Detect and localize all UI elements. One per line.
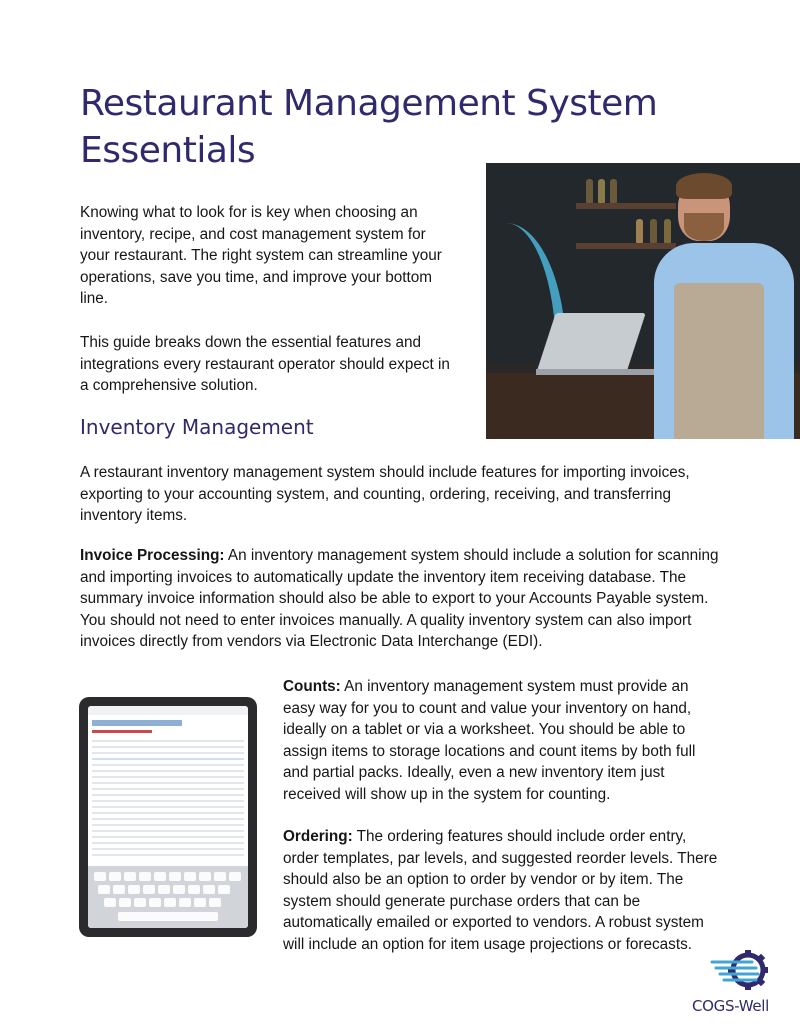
invoice-processing-paragraph	[80, 545, 730, 653]
tablet-keyboard	[88, 866, 248, 928]
tablet-inventory-count-image	[79, 697, 257, 937]
ordering-text: The ordering features should include order entry, order templates, par levels, and suggested reorder levels. There should also be an option to order by vendor or by item. The system should generate purchase orders that can be automatically emailed or exported to vendors. A robust system will include an option for item usage projections or forecasts.	[283, 828, 718, 953]
inventory-intro-paragraph: A restaurant inventory management system should include features for importing invoices, exporting to your accounting system, and counting, ordering, receiving, and transferring inventory items.	[80, 464, 690, 524]
page-title: Restaurant Management System Essentials	[80, 83, 658, 171]
counts-text: An inventory management system must provide an easy way for you to count and value your inventory on hand, ideally on a tablet or via a worksheet. You should be able to assign items to storage locations and count items by both full and partial packs. Ideally, even a new inventory item just received will show up in the system for counting.	[283, 678, 696, 803]
hero-photo-barista-laptop	[486, 163, 800, 439]
intro-paragraph-1: Knowing what to look for is key when choosing an inventory, recipe, and cost management system for your restaurant. The right system can streamline your operations, save you time, and improve your bottom line.	[80, 204, 442, 307]
invoice-processing-label: Invoice Processing:	[80, 547, 225, 564]
ordering-label: Ordering:	[283, 828, 353, 845]
counts-label: Counts:	[283, 678, 341, 695]
tablet-screen	[88, 706, 248, 928]
ordering-paragraph	[283, 826, 723, 955]
section-heading: Inventory Management	[80, 415, 314, 439]
logo-wordmark: COGS-Well	[692, 997, 770, 1015]
intro-paragraph-2: This guide breaks down the essential features and integrations every restaurant operator should expect in a comprehensive solution.	[80, 334, 450, 394]
invoice-processing-text: An inventory management system should include a solution for scanning and importing invoices to automatically update the inventory item receiving database. The summary invoice information should also be able to export to your Accounts Payable system. You should not need to enter invoices manually. A quality inventory system can also import invoices directly from vendors via Electronic Data Interchange (EDI).	[80, 547, 719, 650]
counts-paragraph	[283, 676, 723, 805]
